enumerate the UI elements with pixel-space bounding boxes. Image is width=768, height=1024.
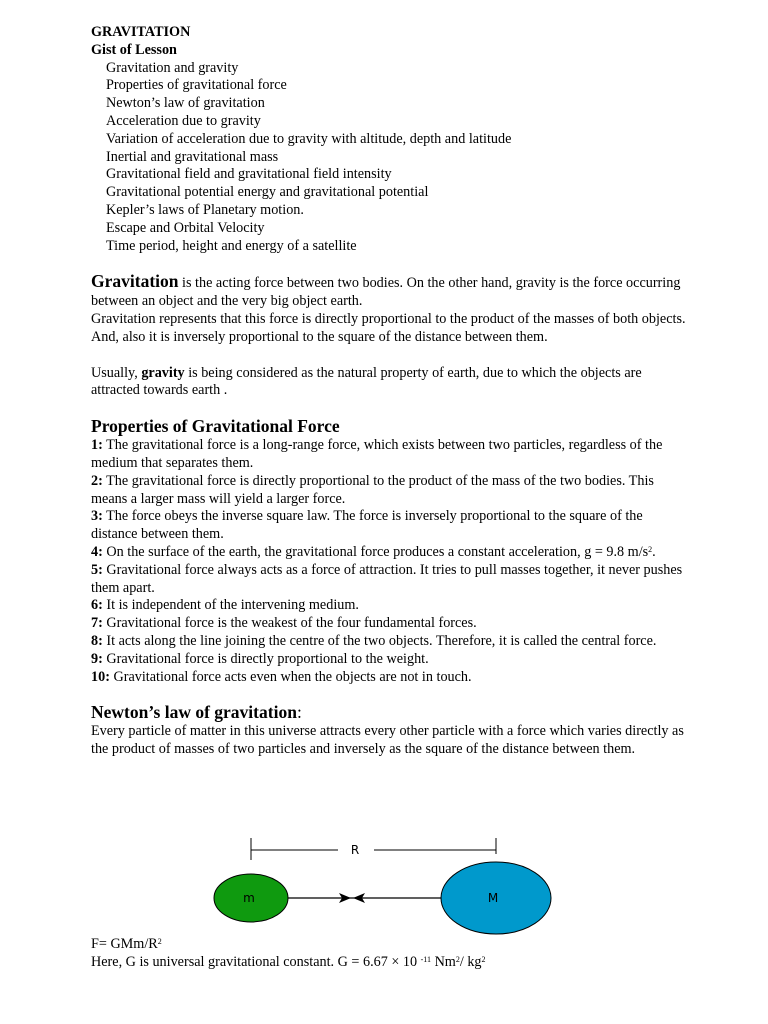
property-item bbox=[91, 669, 691, 687]
gravitation-term: Gravitation bbox=[91, 271, 179, 292]
newton-body: Every particle of matter in this universe attracts every other particle with a force which varies directly as the product of masses of two particles and inversely as the square of the distance between them. bbox=[91, 723, 684, 758]
property-number: 8: bbox=[91, 632, 103, 649]
gist-item: Acceleration due to gravity bbox=[106, 112, 261, 129]
property-number: 1: bbox=[91, 437, 103, 454]
property-text: It acts along the line joining the centre of the two objects. Therefore, it is called the central force. bbox=[102, 632, 657, 649]
gist-item: Kepler’s laws of Planetary motion. bbox=[106, 201, 304, 218]
property-item bbox=[91, 597, 691, 615]
gist-item: Time period, height and energy of a satellite bbox=[106, 237, 357, 254]
gist-item: Properties of gravitational force bbox=[106, 77, 287, 94]
property-text: On the surface of the earth, the gravitational force produces a constant acceleration, g = 9.8 m/s bbox=[102, 543, 649, 560]
property-number: 5: bbox=[91, 561, 103, 578]
property-text: The gravitational force is directly proportional to the product of the mass of the two bodies. This means a larger mass will yield a larger force. bbox=[91, 472, 654, 507]
property-item bbox=[91, 651, 691, 669]
property-number: 10: bbox=[91, 668, 110, 685]
properties-heading: Properties of Gravitational Force bbox=[91, 416, 340, 437]
constant-pre: Here, G is universal gravitational constant. G = 6.67 × 10 bbox=[91, 953, 421, 970]
property-text: The force obeys the inverse square law. The force is inversely proportional to the square of the distance between them. bbox=[91, 508, 643, 543]
gist-item: Gravitation and gravity bbox=[106, 59, 239, 76]
formula-main: F= GMm/R bbox=[91, 936, 158, 952]
intro-paragraph-3 bbox=[91, 365, 691, 401]
formula-line bbox=[91, 936, 691, 954]
property-number: 2: bbox=[91, 472, 103, 489]
gist-item: Variation of acceleration due to gravity with altitude, depth and latitude bbox=[106, 130, 512, 147]
small-mass-label: m bbox=[243, 891, 255, 905]
property-item bbox=[91, 544, 691, 562]
gravity-term: gravity bbox=[141, 364, 185, 381]
property-item bbox=[91, 473, 691, 509]
large-mass-label: M bbox=[487, 891, 499, 905]
p3-rest: is being considered as the natural property of earth, due to which the objects are attracted towards earth . bbox=[91, 364, 642, 399]
constant-sup2: 2 bbox=[481, 954, 486, 964]
gist-item: Escape and Orbital Velocity bbox=[106, 219, 265, 236]
property-number: 7: bbox=[91, 615, 103, 632]
property-item bbox=[91, 437, 691, 473]
constant-sup1: 2 bbox=[455, 954, 460, 964]
property-number: 6: bbox=[91, 597, 103, 614]
intro-text: is the acting force between two bodies. On the other hand, gravity is the force occurring between an object and the very big object earth. bbox=[91, 275, 681, 310]
property-number: 3: bbox=[91, 508, 103, 525]
property-text: Gravitational force is the weakest of the four fundamental forces. bbox=[102, 615, 477, 632]
properties-list bbox=[91, 437, 691, 686]
property-text: Gravitational force acts even when the objects are not in touch. bbox=[109, 668, 472, 685]
property-sup: 2 bbox=[648, 544, 653, 554]
formula-sup: 2 bbox=[157, 937, 162, 946]
constant-unit1: Nm bbox=[431, 953, 456, 970]
property-after: . bbox=[652, 543, 656, 560]
property-text: The gravitational force is a long-range force, which exists between two particles, regardless of the medium that separates them. bbox=[91, 437, 663, 471]
page-title: GRAVITATION bbox=[91, 24, 191, 40]
newton-heading bbox=[91, 701, 691, 723]
property-number: 9: bbox=[91, 650, 103, 667]
property-item bbox=[91, 562, 691, 598]
property-item bbox=[91, 633, 691, 651]
property-text: Gravitational force is directly proportional to the weight. bbox=[102, 650, 429, 667]
distance-label: R bbox=[350, 843, 360, 857]
gist-item: Newton’s law of gravitation bbox=[106, 95, 265, 112]
constant-line bbox=[91, 954, 691, 972]
p3-pre: Usually, bbox=[91, 364, 142, 381]
property-item bbox=[91, 615, 691, 633]
gist-item: Gravitational field and gravitational field intensity bbox=[106, 166, 392, 183]
gist-item: Inertial and gravitational mass bbox=[106, 148, 279, 165]
intro-paragraph-2: Gravitation represents that this force is directly proportional to the product of the masses of both objects. And, also it is inversely proportional to the square of the distance between them. bbox=[91, 310, 686, 345]
newton-colon: : bbox=[296, 702, 302, 723]
property-number: 4: bbox=[91, 543, 103, 560]
gist-list bbox=[91, 60, 691, 256]
property-text: Gravitational force always acts as a force of attraction. It tries to pull masses together, it never pushes them apart. bbox=[91, 561, 683, 596]
constant-unit2: / kg bbox=[459, 953, 482, 970]
document-page bbox=[91, 24, 691, 759]
section-subtitle: Gist of Lesson bbox=[91, 41, 177, 58]
intro-paragraph-1 bbox=[91, 273, 691, 311]
gravitation-diagram bbox=[205, 832, 565, 942]
formula-block bbox=[91, 936, 691, 972]
property-text: It is independent of the intervening medium. bbox=[102, 597, 359, 614]
property-item bbox=[91, 508, 691, 544]
constant-exp: -11 bbox=[420, 954, 432, 964]
newton-heading-text: Newton’s law of gravitation bbox=[91, 702, 297, 723]
gist-item: Gravitational potential energy and gravitational potential bbox=[106, 184, 429, 201]
